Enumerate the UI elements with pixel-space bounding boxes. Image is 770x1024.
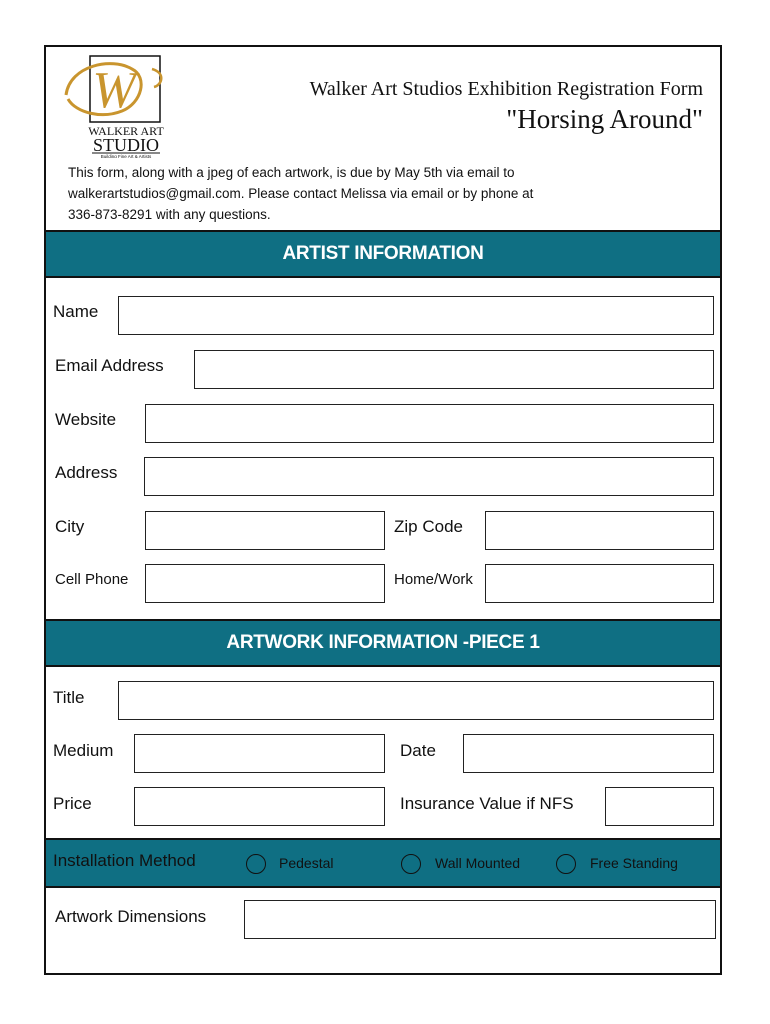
- form-title: Walker Art Studios Exhibition Registration Form: [309, 78, 703, 100]
- home-work-label: Home/Work: [394, 571, 473, 588]
- date-label: Date: [400, 741, 436, 760]
- pedestal-option-label: Pedestal: [279, 855, 334, 871]
- section-heading-text: ARTIST INFORMATION: [282, 243, 484, 264]
- svg-text:W: W: [92, 62, 136, 119]
- home-work-phone-field[interactable]: [485, 564, 714, 603]
- installation-method-label: Installation Method: [53, 851, 196, 870]
- website-field[interactable]: [145, 404, 714, 443]
- price-label: Price: [53, 794, 92, 813]
- website-label: Website: [55, 410, 117, 429]
- intro-line: walkerartstudios@gmail.com. Please contact Melissa via email or by phone at: [68, 186, 534, 201]
- artist-information-heading: [46, 230, 720, 278]
- name-field[interactable]: [118, 296, 714, 335]
- cell-phone-label: Cell Phone: [55, 571, 129, 588]
- city-field[interactable]: [145, 511, 385, 550]
- free-standing-option-label: Free Standing: [590, 855, 678, 871]
- installation-method-row: [46, 838, 720, 888]
- city-label: City: [55, 517, 85, 536]
- free-standing-radio[interactable]: [556, 854, 576, 874]
- date-field[interactable]: [463, 734, 714, 773]
- address-label: Address: [55, 463, 118, 482]
- cell-phone-field[interactable]: [145, 564, 385, 603]
- wall-mounted-radio[interactable]: [401, 854, 421, 874]
- email-label: Email Address: [55, 356, 164, 375]
- artwork-dimensions-label: Artwork Dimensions: [55, 907, 207, 926]
- wall-mounted-option-label: Wall Mounted: [435, 855, 521, 871]
- artwork-dimensions-field[interactable]: [244, 900, 716, 939]
- address-field[interactable]: [144, 457, 714, 496]
- pedestal-radio[interactable]: [246, 854, 266, 874]
- insurance-value-field[interactable]: [605, 787, 714, 826]
- title-field[interactable]: [118, 681, 714, 720]
- zip-code-label: Zip Code: [394, 517, 463, 536]
- intro-line: This form, along with a jpeg of each artwork, is due by May 5th via email to: [68, 165, 515, 180]
- medium-field[interactable]: [134, 734, 385, 773]
- title-label: Title: [53, 688, 85, 707]
- artwork-information-heading: [46, 619, 720, 667]
- intro-line: 336-873-8291 with any questions.: [68, 207, 271, 222]
- insurance-value-label: Insurance Value if NFS: [400, 794, 574, 813]
- exhibition-title: "Horsing Around": [506, 104, 703, 134]
- svg-text:STUDIO: STUDIO: [93, 135, 159, 155]
- intro-text: [68, 162, 628, 225]
- price-field[interactable]: [134, 787, 385, 826]
- name-label: Name: [53, 302, 99, 321]
- walker-art-studio-logo: [62, 55, 164, 158]
- section-heading-text: ARTWORK INFORMATION -PIECE 1: [226, 632, 540, 653]
- email-field[interactable]: [194, 350, 714, 389]
- svg-text:WALKER ART: WALKER ART: [88, 124, 164, 138]
- zip-code-field[interactable]: [485, 511, 714, 550]
- svg-text:Building Fine Art & Artists: Building Fine Art & Artists: [100, 154, 152, 158]
- medium-label: Medium: [53, 741, 114, 760]
